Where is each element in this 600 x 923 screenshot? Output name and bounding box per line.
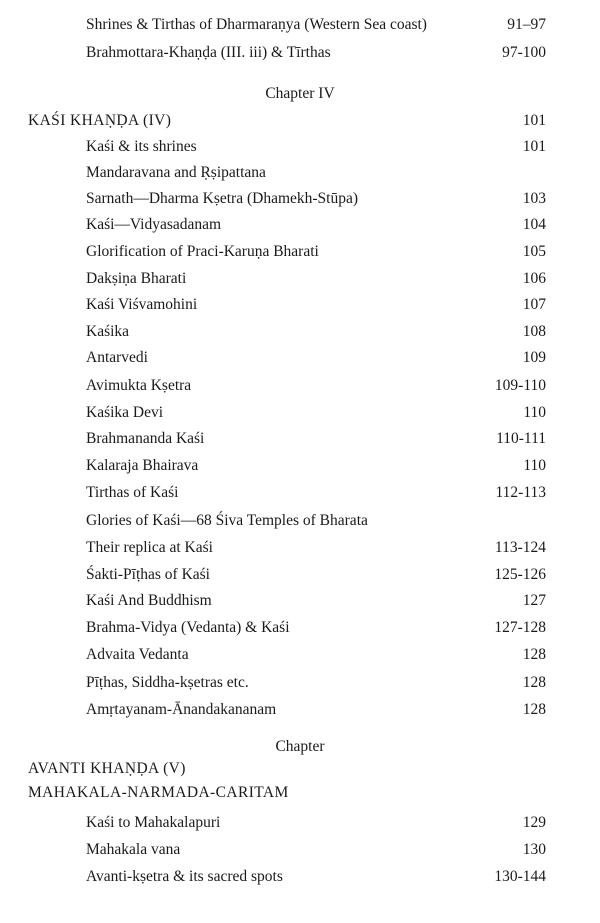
entry-title: Kaśi to Mahakalapuri <box>86 814 221 831</box>
entry-page: 130-144 <box>494 868 546 885</box>
entry-page: 128 <box>522 646 546 663</box>
entry-page: 112-113 <box>495 484 546 501</box>
entry-title: Sarnath—Dharma Kṣetra (Dhamekh-Stūpa) <box>86 190 359 207</box>
entry-page: 127-128 <box>494 619 546 636</box>
entry-page: 97-100 <box>502 44 546 61</box>
section-heading <box>0 110 600 132</box>
toc-entry <box>0 375 600 397</box>
entry-title: Tirthas of Kaśi <box>86 484 179 501</box>
toc-entry <box>0 428 600 450</box>
entry-title: Kalaraja Bhairava <box>86 457 199 474</box>
entry-title: Dakṣiṇa Bharati <box>86 270 187 287</box>
toc-entry <box>0 136 600 158</box>
toc-entry <box>0 14 600 36</box>
toc-entry <box>0 268 600 290</box>
toc-entry <box>0 402 600 424</box>
section-heading <box>0 782 600 804</box>
entry-page: 104 <box>522 216 546 233</box>
entry-page: 101 <box>522 138 546 155</box>
toc-entry <box>0 617 600 639</box>
toc-entry <box>0 455 600 477</box>
entry-title: Brahmananda Kaśi <box>86 430 205 447</box>
entry-title: Kaśi & its shrines <box>86 138 197 155</box>
toc-entry <box>0 699 600 721</box>
entry-page: 113-124 <box>494 539 546 556</box>
entry-page: 110-111 <box>496 430 546 447</box>
entry-title: Antarvedi <box>86 349 148 366</box>
entry-page: 103 <box>522 190 546 207</box>
chapter-heading <box>0 83 600 105</box>
entry-page: 128 <box>522 674 546 691</box>
toc-entry <box>0 482 600 504</box>
entry-title: Kaśika <box>86 323 130 340</box>
entry-title: KAŚI KHAṆḌA (IV) <box>28 112 172 129</box>
entry-page: 130 <box>522 841 546 858</box>
entry-title: Mandaravana and Ṛṣipattana <box>86 164 266 181</box>
toc-entry <box>0 590 600 612</box>
toc-entry <box>0 510 600 532</box>
entry-title: Avanti-kṣetra & its sacred spots <box>86 868 283 885</box>
toc-entry <box>0 672 600 694</box>
toc-entry <box>0 564 600 586</box>
entry-title: Advaita Vedanta <box>86 646 189 663</box>
toc-entry <box>0 42 600 64</box>
entry-title: Amṛtayanam-Ānandakananam <box>86 701 277 718</box>
chapter-heading <box>0 736 600 758</box>
entry-page: 106 <box>522 270 546 287</box>
toc-entry <box>0 241 600 263</box>
entry-page: 109-110 <box>494 377 546 394</box>
entry-title: Glorification of Praci-Karuṇa Bharati <box>86 243 319 260</box>
entry-title: Kaśi And Buddhism <box>86 592 212 609</box>
entry-page: 129 <box>522 814 546 831</box>
toc-entry <box>0 188 600 210</box>
entry-page: 110 <box>523 404 546 421</box>
entry-title: Glories of Kaśi—68 Śiva Temples of Bharata <box>86 512 368 529</box>
toc-entry <box>0 644 600 666</box>
entry-page: 127 <box>522 592 546 609</box>
entry-title: Avimukta Kṣetra <box>86 377 192 394</box>
entry-title: Brahmottara-Khaṇḍa (III. iii) & Tīrthas <box>86 44 331 61</box>
entry-title: Brahma-Vidya (Vedanta) & Kaśi <box>86 619 290 636</box>
entry-page: 105 <box>522 243 546 260</box>
toc-entry <box>0 214 600 236</box>
entry-title: Kaśi Viśvamohini <box>86 296 198 313</box>
entry-page: 91–97 <box>507 16 546 33</box>
entry-title: Śakti-Pīṭhas of Kaśi <box>86 566 210 583</box>
entry-title: AVANTI KHAṆḌA (V) <box>28 760 186 777</box>
entry-title: Pīṭhas, Siddha-kṣetras etc. <box>86 674 249 691</box>
entry-title: Kaśika Devi <box>86 404 164 421</box>
entry-title: Chapter IV <box>265 85 335 102</box>
toc-entry <box>0 812 600 834</box>
entry-page: 107 <box>522 296 546 313</box>
entry-page: 125-126 <box>494 566 546 583</box>
entry-title: Chapter <box>275 738 325 755</box>
toc-entry <box>0 321 600 343</box>
toc-entry <box>0 294 600 316</box>
entry-page: 101 <box>522 112 546 129</box>
toc-entry <box>0 866 600 888</box>
section-heading <box>0 758 600 780</box>
entry-title: Their replica at Kaśi <box>86 539 213 556</box>
entry-title: Mahakala vana <box>86 841 181 858</box>
toc-entry <box>0 162 600 184</box>
entry-page: 109 <box>522 349 546 366</box>
entry-title: Shrines & Tirthas of Dharmaraṇya (Western Sea coast) <box>86 16 427 33</box>
entry-page: 128 <box>522 701 546 718</box>
toc-entry <box>0 839 600 861</box>
toc-entry <box>0 537 600 559</box>
entry-title: Kaśi—Vidyasadanam <box>86 216 222 233</box>
entry-page: 110 <box>523 457 546 474</box>
toc-entry <box>0 347 600 369</box>
entry-title: MAHAKALA-NARMADA-CARITAM <box>28 784 289 801</box>
entry-page: 108 <box>522 323 546 340</box>
